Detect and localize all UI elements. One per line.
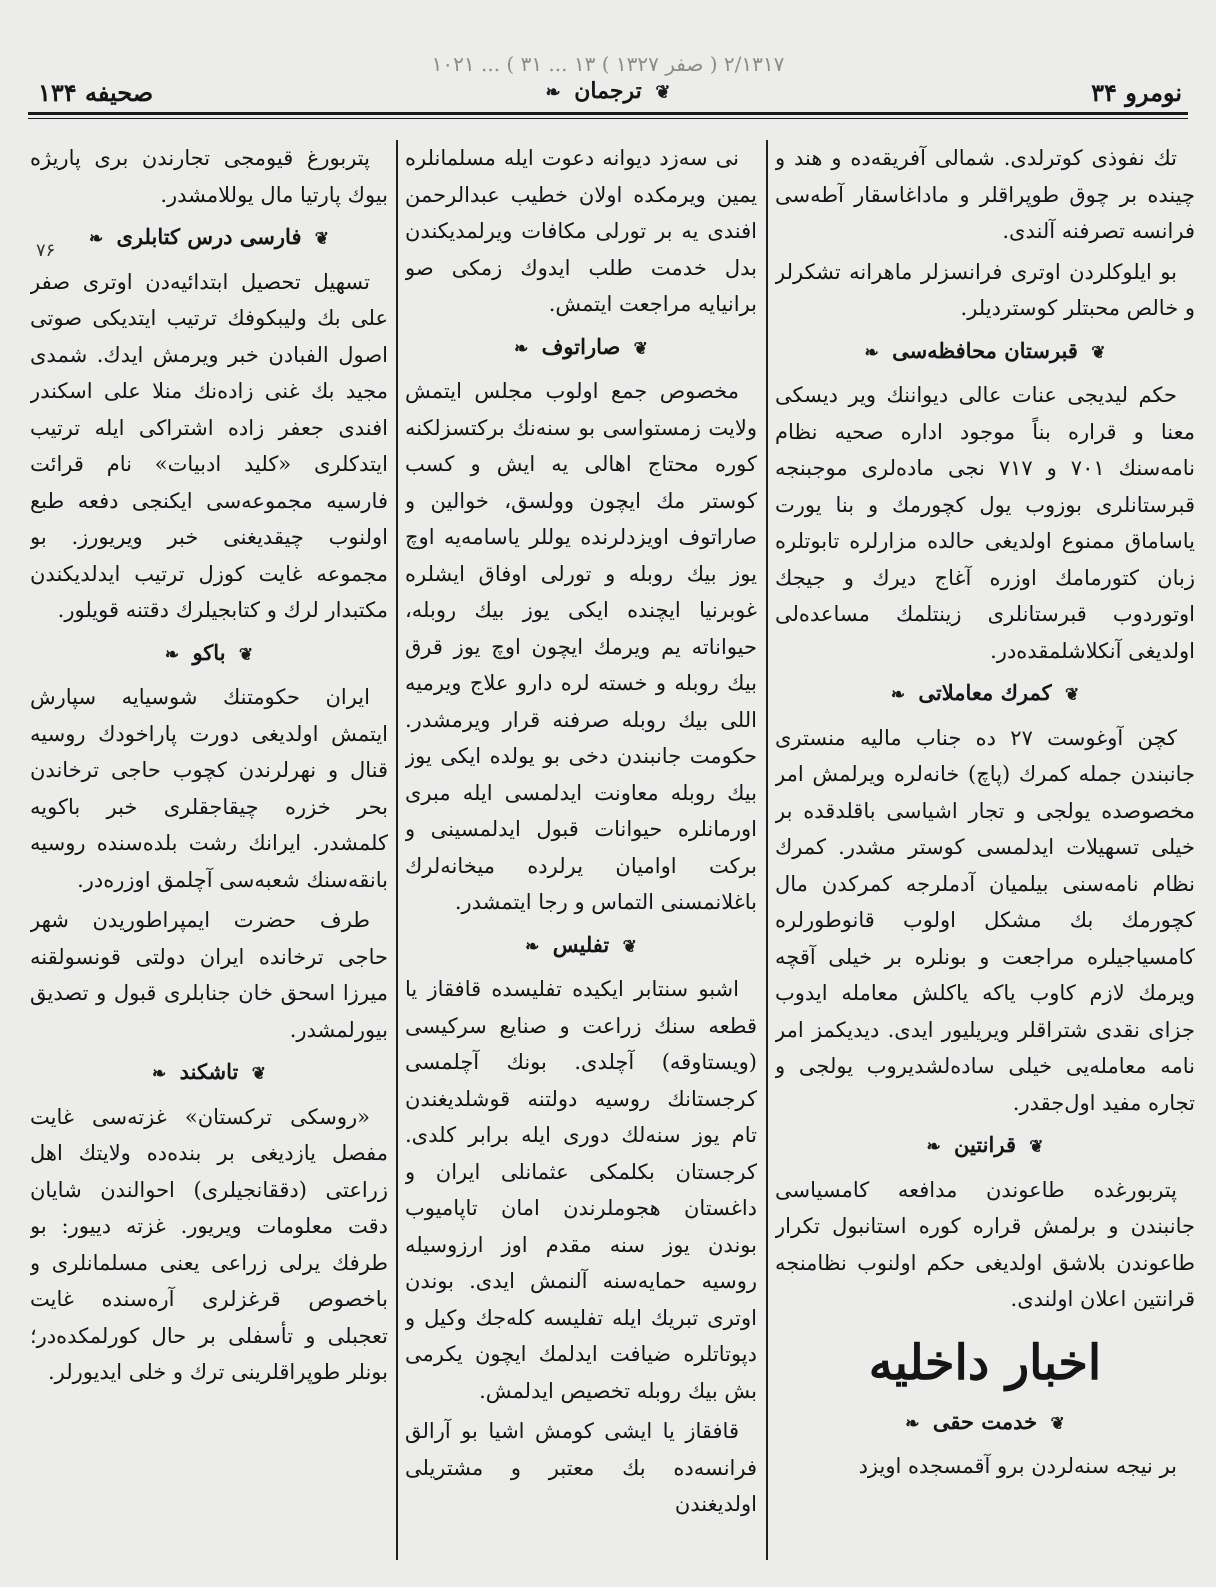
paragraph: تك نفوذی كوترلدی. شمالی آفریقه‌ده و هند و چینده بر چوق طوپراقلر و مادا‌غاسقار آطه‌سی فرانسه تصرفنه آلندی.	[775, 146, 1195, 243]
paragraph: قافقاز یا ایشی كومش اشیا بو آرالق فرانسه‌ده بك معتبر و مشتریلی اولدیغندن	[405, 1419, 757, 1516]
ornament-icon: ❧	[864, 342, 879, 363]
ornament-icon: ❦	[314, 229, 330, 249]
paragraph: پتربورغ قیومجی تجارندن بری پاریژه بیوك پارتیا مال یوللامشدر.	[30, 146, 388, 207]
section-title-text: تاشكند	[179, 1059, 239, 1084]
ornament-icon: ❦	[238, 644, 254, 665]
middle-column	[405, 140, 757, 1560]
ornament-icon: ❦	[622, 936, 637, 957]
ornament-icon: ❧	[905, 1413, 920, 1434]
ornament-icon: ❧	[890, 685, 906, 705]
paragraph: ایران حكومتنك شوسیایه سپارش ایتمش اولدیغی دورت پاراخودك روسیه قنال و نهرلرندن كچوب حاجی ترخاندن بحر خزره چیقاجقلری خبر باكویه كلمشدر. ایرانك رشت بلده‌سنده روسیه بانقه‌سنك شعبه‌سی آچلمق اوزره‌در.	[30, 685, 388, 892]
right-column	[775, 140, 1195, 1560]
column-divider-right	[766, 140, 768, 1560]
section-title	[30, 635, 388, 674]
paragraph: بر نیجه سنه‌لردن برو آقمسجده اویزد	[858, 1454, 1177, 1478]
section-title	[775, 1404, 1195, 1443]
section-title	[30, 219, 388, 258]
section-title	[405, 329, 757, 368]
ornament-icon: ❧	[525, 936, 540, 957]
section-title	[775, 1127, 1195, 1166]
ornament-icon: ❦	[1064, 685, 1080, 705]
margin-number: ۷۶	[36, 240, 56, 261]
section-title-text: صاراتوف	[541, 333, 621, 359]
newspaper-name: ترجمان	[574, 78, 642, 104]
column-divider-left	[396, 140, 398, 1560]
section-title-text: خدمت حقی	[932, 1408, 1038, 1434]
ornament-icon: ❦	[633, 338, 648, 359]
section-title-text: فارسی درس كتابلری	[116, 224, 302, 249]
ornament-icon: ❧	[926, 1137, 941, 1157]
ornament-icon: ❦	[655, 82, 671, 103]
ornament-icon: ❦	[1029, 1137, 1044, 1157]
section-title-text: كمرك معاملاتی	[918, 680, 1052, 705]
section-title-text: قبرستان محافظه‌سی	[892, 337, 1078, 363]
big-section-title: اخبار داخلیه	[868, 1334, 1102, 1391]
newspaper-name-block	[28, 78, 1188, 104]
paragraph: مخصوص جمع اولوب مجلس ایتمش ولایت زمستواسی بو سنه‌نك بركتسزلكنه كوره محتاج اهالی یه ایش و كسب كوستر مك ایچون وولسق، خوالین و صاراتوف اویزدلرنده یوللر یاسامه‌یه اوچ یوز بیك روبله و تورلی اوفاق ایشلره غوبرنیا ایچنده ایكی یوز بیك روبله، حیواناته یم ویرمك ایچون اوچ یوز قرق بیك روبله و خسته لره دارو علاج ویرمیه اللی بیك روبله صرفنه قرار ویرمشدر. حكومت جانبندن دخی بو یولده ایكی یوز بیك روبله معاونت ایدلمسی ایله مبری اورمانلره حیوانات قبول ایدلمسینی و بركت اوامیان یرلرده میخانه‌لرك باغلانمسنی التماس و رجا ایتمشدر.	[405, 379, 757, 914]
paragraph: پتربورغده طاعوندن مدافعه كامسیاسی جانبندن و برلمش قراره كوره استانبول تكرار طاعوندن بلاشق اولدیغی حكم اولنوب نظامنجه قرانتین اعلان اولندی.	[775, 1177, 1195, 1311]
ornament-icon: ❧	[152, 1064, 167, 1084]
ornament-icon: ❧	[514, 338, 529, 359]
faint-header-line: ۲/۱۳۱۷ ( صفر ۱۳۲۷ ) ۱۳ ... ۳۱ ) ... ۱۰۲۱	[431, 52, 785, 76]
issue-number: نومرو ۳۴	[1091, 78, 1182, 107]
section-title-text: باكو	[192, 639, 226, 665]
ornament-icon: ❧	[164, 644, 180, 665]
paragraph: اشبو سنتابر ایكیده تفلیسده قافقاز یا قطعه سنك زراعت و صنایع سركیسی (ویستاوقه) آچلدی. بونك آچلمسی كرجستانك روسیه دولتنه قوشلدیغندن تام یوز سنه‌لك دوری ایله برابر كلدی. كرجستان بكلمكی عثمانلی ایران و داغستان هجوملرندن امان تاپامیوب بوندن یوز سنه مقدم اوز ارزوسیله روسیه حمایه‌سنه آلنمش ایدی. بوندن اوتری تبریك ایله تفلیسه كله‌جك وكیل و دپوتاتلره ضیافت ایدلمك ایچون یكرمی بش بیك روبله تخصیص ایدلمش.	[405, 977, 757, 1403]
left-column	[30, 140, 388, 1560]
header-rule	[28, 112, 1188, 115]
section-title-text: قرانتین	[954, 1132, 1016, 1157]
paragraph: تسهیل تحصیل ابتدائیه‌دن اوتری صفر علی بك ولیبكوفك ترتیب ایتدیكی صوتی اصول الفبادن خبر ویرمش ایدك. شمدی مجید بك غنی زاده‌نك منلا علی اسكندر افندی جعفر زاده اشتراكی ایله ترتیب ایتدكلری «كلید ادبیات» نام قرائت فارسیه مجموعه‌سی ایكنجی دفعه طبع اولنوب چیقدیغنی خبر ویریورز. بو مجموعه غایت كوزل ترتیب ایدلدیكندن مكتبدار لرك و كتابجیلرك دقتنه قویلور.	[30, 269, 388, 622]
paragraph: «روسكی تركستان» غزته‌سی غایت مفصل یازدیغی بر بنده‌ده ولایتك اهل زراعتی (دققانجیلری) احوالندن شایان دقت معلومات ویریور. غزته دییور: بو طرفك یرلی زراعی یعنی مسلمانلری و باخصوص قرغزلری آره‌سنده غایت تعجبلی و تأسفلی بر حال كورلمكده‌در؛ بونلر طوپراقلرینی ترك و خلی ایدیورلر.	[30, 1104, 388, 1384]
masthead	[28, 52, 1188, 114]
ornament-icon: ❦	[251, 1064, 266, 1084]
section-title-text: تفلیس	[552, 931, 610, 957]
section-title	[775, 333, 1195, 372]
paragraph: كچن آوغوست ۲۷ ده جناب مالیه منستری جانبندن جمله كمرك (پاچ) خانه‌لره ویرلمش امر مخصوصده یولجی و تجار اشیاسی باقلدقده بر خیلی تسهیلات ایدلمسی كوستر مشدر. كمرك نظام نامه‌سنی بیلمیان آدملرجه كمركدن مال كچورمك بك مشكل اولوب قانوطورلره كامسیاجیلره مراجعت و بونلره بر خیلی آقچه ویرمك لازم كاوب یاكه یاكلش معامله ایدوب جزای نقدی شتراقلر ویریلیور ایدی. دیدیكمز امر نامه معامله‌یی خیلی ساده‌لشدیروب یولجی و تجاره مفید اول‌جقدر.	[775, 725, 1195, 1115]
ornament-icon: ❧	[545, 82, 561, 103]
section-title	[775, 675, 1195, 714]
ornament-icon: ❦	[1091, 342, 1106, 363]
section-title	[405, 927, 757, 966]
header-rule-thin	[28, 118, 1188, 119]
ornament-icon: ❧	[88, 229, 104, 249]
paragraph: طرف حضرت ایمپراطوریدن شهر حاجی ترخانده ایران دولتی قونسولقنه میرزا اسحق خان جنابلری قبول و تصدیق بیورلمشدر.	[30, 908, 388, 1042]
paragraph: حكم لیدیجی عنات عالی دیواننك ویر دیسكی معنا و قراره بناً موجود اداره صحیه نظام نامه‌سنك ۷۰۱ و ۷۱۷ نجی ماده‌لری موجبنجه قبرستانلری بوزوب یول كچورمك و بنا یورت یاساماق ممنوع اولدیغی حالده مزارلره تابوتلره زبان كتورمامك اوزره آغاج دیرك و جیجك اوتوردوب قبرستانلری زینتلمك مساعده‌لی اولدیغی آنكلاشلمقده‌در.	[775, 383, 1195, 663]
page-label: صحیفه ۱۳۴	[38, 78, 154, 107]
paragraph: نی سه‌زد دیوانه دعوت ایله مسلمانلره یمین ویرمكده اولان خطیب عبدالرحمن افندی یه بر تورلی مكافات ویرلمدیكندن بدل خدمت طلب ایدوك زمكی صو برانیایه مراجعت ایتمش.	[405, 146, 757, 316]
ornament-icon: ❦	[1050, 1413, 1065, 1434]
section-title	[30, 1054, 388, 1093]
paragraph: بو ایلوكلردن اوتری فرانسزلر ماهرانه تشكرلر و خالص محبتلر كوستردیلر.	[775, 259, 1195, 320]
